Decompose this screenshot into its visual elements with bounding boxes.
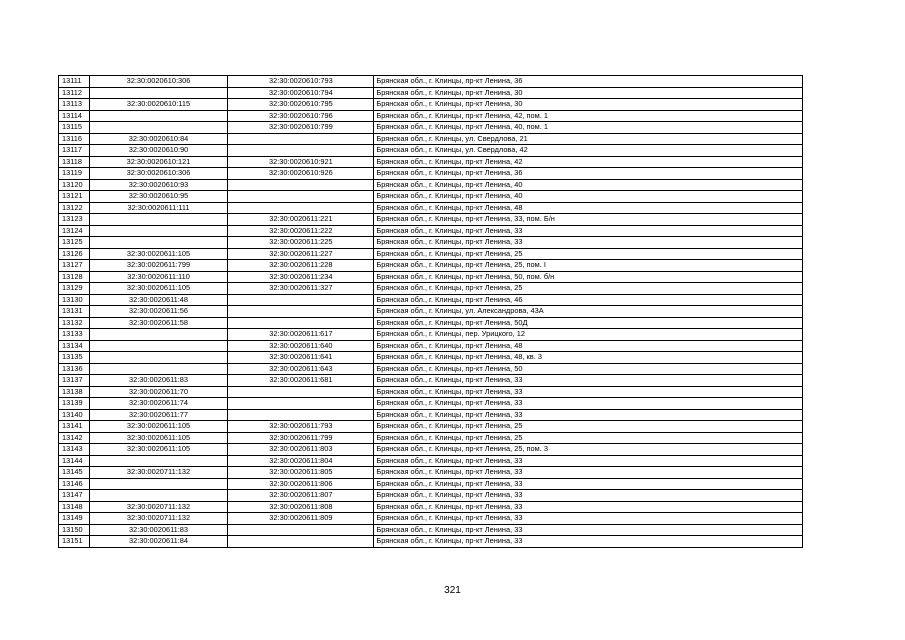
- object-cadastral-number-cell: [228, 306, 374, 318]
- object-cadastral-number-cell: 32:30:0020611:227: [228, 248, 374, 260]
- table-row: [59, 260, 803, 272]
- object-cadastral-number-cell: [228, 409, 374, 421]
- row-number-cell: 13127: [59, 260, 90, 272]
- table-row: [59, 317, 803, 329]
- table-row: [59, 490, 803, 502]
- object-cadastral-number-cell: [228, 145, 374, 157]
- table-row: [59, 110, 803, 122]
- cadastral-number-cell: 32:30:0020611:83: [89, 375, 228, 387]
- row-number-cell: 13112: [59, 87, 90, 99]
- cadastral-number-cell: [89, 363, 228, 375]
- table-row: [59, 133, 803, 145]
- table-row: [59, 271, 803, 283]
- row-number-cell: 13128: [59, 271, 90, 283]
- cadastral-number-cell: 32:30:0020711:132: [89, 467, 228, 479]
- table-row: [59, 87, 803, 99]
- row-number-cell: 13117: [59, 145, 90, 157]
- cadastral-number-cell: 32:30:0020611:105: [89, 444, 228, 456]
- cadastral-number-cell: 32:30:0020611:84: [89, 536, 228, 548]
- table-row: [59, 524, 803, 536]
- row-number-cell: 13139: [59, 398, 90, 410]
- address-cell: Брянская обл., г. Клинцы, пр-кт Ленина, 25: [374, 421, 803, 433]
- cadastral-number-cell: 32:30:0020611:105: [89, 248, 228, 260]
- row-number-cell: 13148: [59, 501, 90, 513]
- address-cell: Брянская обл., г. Клинцы, пр-кт Ленина, 33: [374, 455, 803, 467]
- row-number-cell: 13129: [59, 283, 90, 295]
- cadastral-number-cell: 32:30:0020610:306: [89, 168, 228, 180]
- address-cell: Брянская обл., г. Клинцы, пр-кт Ленина, 30: [374, 87, 803, 99]
- row-number-cell: 13124: [59, 225, 90, 237]
- row-number-cell: 13136: [59, 363, 90, 375]
- cadastral-number-cell: 32:30:0020611:56: [89, 306, 228, 318]
- row-number-cell: 13132: [59, 317, 90, 329]
- row-number-cell: 13142: [59, 432, 90, 444]
- cadastral-number-cell: 32:30:0020610:90: [89, 145, 228, 157]
- object-cadastral-number-cell: 32:30:0020611:805: [228, 467, 374, 479]
- address-cell: Брянская обл., г. Клинцы, пр-кт Ленина, 42, пом. 1: [374, 110, 803, 122]
- table-row: [59, 455, 803, 467]
- object-cadastral-number-cell: 32:30:0020611:228: [228, 260, 374, 272]
- cadastral-number-cell: 32:30:0020610:115: [89, 99, 228, 111]
- address-cell: Брянская обл., г. Клинцы, пр-кт Ленина, 33: [374, 513, 803, 525]
- table-row: [59, 386, 803, 398]
- cadastral-number-cell: 32:30:0020611:105: [89, 421, 228, 433]
- table-row: [59, 122, 803, 134]
- address-cell: Брянская обл., г. Клинцы, пр-кт Ленина, 25, пом. I: [374, 260, 803, 272]
- object-cadastral-number-cell: [228, 536, 374, 548]
- table-row: [59, 352, 803, 364]
- object-cadastral-number-cell: 32:30:0020611:793: [228, 421, 374, 433]
- object-cadastral-number-cell: [228, 386, 374, 398]
- cadastral-number-cell: [89, 478, 228, 490]
- address-cell: Брянская обл., г. Клинцы, пр-кт Ленина, 25, пом. 3: [374, 444, 803, 456]
- row-number-cell: 13138: [59, 386, 90, 398]
- row-number-cell: 13116: [59, 133, 90, 145]
- object-cadastral-number-cell: [228, 294, 374, 306]
- table-row: [59, 513, 803, 525]
- row-number-cell: 13111: [59, 76, 90, 88]
- address-cell: Брянская обл., г. Клинцы, пр-кт Ленина, 33: [374, 478, 803, 490]
- row-number-cell: 13133: [59, 329, 90, 341]
- address-cell: Брянская обл., г. Клинцы, пр-кт Ленина, 33: [374, 386, 803, 398]
- address-cell: Брянская обл., г. Клинцы, пр-кт Ленина, 33: [374, 398, 803, 410]
- cadastral-number-cell: 32:30:0020711:132: [89, 513, 228, 525]
- row-number-cell: 13115: [59, 122, 90, 134]
- table-row: [59, 191, 803, 203]
- object-cadastral-number-cell: 32:30:0020610:799: [228, 122, 374, 134]
- cadastral-number-cell: 32:30:0020611:83: [89, 524, 228, 536]
- cadastral-number-cell: 32:30:0020610:306: [89, 76, 228, 88]
- address-cell: Брянская обл., г. Клинцы, ул. Свердлова, 42: [374, 145, 803, 157]
- object-cadastral-number-cell: 32:30:0020611:808: [228, 501, 374, 513]
- object-cadastral-number-cell: 32:30:0020611:803: [228, 444, 374, 456]
- table-row: [59, 398, 803, 410]
- row-number-cell: 13144: [59, 455, 90, 467]
- address-cell: Брянская обл., г. Клинцы, пер. Урицкого, 12: [374, 329, 803, 341]
- address-cell: Брянская обл., г. Клинцы, пр-кт Ленина, 40: [374, 191, 803, 203]
- table-row: [59, 409, 803, 421]
- row-number-cell: 13113: [59, 99, 90, 111]
- row-number-cell: 13134: [59, 340, 90, 352]
- row-number-cell: 13118: [59, 156, 90, 168]
- address-cell: Брянская обл., г. Клинцы, пр-кт Ленина, 36: [374, 168, 803, 180]
- object-cadastral-number-cell: 32:30:0020610:793: [228, 76, 374, 88]
- address-cell: Брянская обл., г. Клинцы, пр-кт Ленина, 48: [374, 340, 803, 352]
- row-number-cell: 13123: [59, 214, 90, 226]
- row-number-cell: 13125: [59, 237, 90, 249]
- cadastral-number-cell: 32:30:0020610:93: [89, 179, 228, 191]
- object-cadastral-number-cell: 32:30:0020610:795: [228, 99, 374, 111]
- object-cadastral-number-cell: [228, 398, 374, 410]
- table-row: [59, 536, 803, 548]
- cadastral-number-cell: 32:30:0020611:70: [89, 386, 228, 398]
- address-cell: Брянская обл., г. Клинцы, пр-кт Ленина, 33: [374, 536, 803, 548]
- address-cell: Брянская обл., г. Клинцы, ул. Свердлова, 21: [374, 133, 803, 145]
- address-cell: Брянская обл., г. Клинцы, пр-кт Ленина, 33: [374, 524, 803, 536]
- table-row: [59, 76, 803, 88]
- object-cadastral-number-cell: 32:30:0020611:327: [228, 283, 374, 295]
- object-cadastral-number-cell: 32:30:0020611:234: [228, 271, 374, 283]
- object-cadastral-number-cell: 32:30:0020611:641: [228, 352, 374, 364]
- address-cell: Брянская обл., г. Клинцы, пр-кт Ленина, 42: [374, 156, 803, 168]
- object-cadastral-number-cell: 32:30:0020611:643: [228, 363, 374, 375]
- row-number-cell: 13122: [59, 202, 90, 214]
- table-row: [59, 432, 803, 444]
- row-number-cell: 13140: [59, 409, 90, 421]
- address-cell: Брянская обл., г. Клинцы, пр-кт Ленина, 33: [374, 467, 803, 479]
- cadastral-number-cell: 32:30:0020611:58: [89, 317, 228, 329]
- row-number-cell: 13130: [59, 294, 90, 306]
- object-cadastral-number-cell: [228, 133, 374, 145]
- address-cell: Брянская обл., г. Клинцы, пр-кт Ленина, 36: [374, 76, 803, 88]
- table-row: [59, 467, 803, 479]
- object-cadastral-number-cell: [228, 202, 374, 214]
- table-row: [59, 99, 803, 111]
- cadastral-number-cell: [89, 122, 228, 134]
- cadastral-number-cell: 32:30:0020610:84: [89, 133, 228, 145]
- cadastral-number-cell: 32:30:0020611:77: [89, 409, 228, 421]
- cadastral-number-cell: 32:30:0020611:48: [89, 294, 228, 306]
- address-cell: Брянская обл., г. Клинцы, пр-кт Ленина, 40, пом. 1: [374, 122, 803, 134]
- table-row: [59, 444, 803, 456]
- row-number-cell: 13151: [59, 536, 90, 548]
- cadastral-number-cell: 32:30:0020611:110: [89, 271, 228, 283]
- table-row: [59, 237, 803, 249]
- address-cell: Брянская обл., г. Клинцы, пр-кт Ленина, 40: [374, 179, 803, 191]
- row-number-cell: 13146: [59, 478, 90, 490]
- object-cadastral-number-cell: 32:30:0020611:804: [228, 455, 374, 467]
- object-cadastral-number-cell: [228, 317, 374, 329]
- address-cell: Брянская обл., г. Клинцы, пр-кт Ленина, 50, пом. б/н: [374, 271, 803, 283]
- table-row: [59, 202, 803, 214]
- cadastral-number-cell: 32:30:0020610:95: [89, 191, 228, 203]
- table-row: [59, 225, 803, 237]
- object-cadastral-number-cell: 32:30:0020610:926: [228, 168, 374, 180]
- cadastral-number-cell: 32:30:0020610:121: [89, 156, 228, 168]
- address-cell: Брянская обл., г. Клинцы, пр-кт Ленина, 33: [374, 490, 803, 502]
- cadastral-number-cell: 32:30:0020711:132: [89, 501, 228, 513]
- row-number-cell: 13131: [59, 306, 90, 318]
- object-cadastral-number-cell: 32:30:0020611:806: [228, 478, 374, 490]
- object-cadastral-number-cell: 32:30:0020611:222: [228, 225, 374, 237]
- object-cadastral-number-cell: 32:30:0020611:799: [228, 432, 374, 444]
- cadastral-number-cell: [89, 87, 228, 99]
- address-cell: Брянская обл., г. Клинцы, пр-кт Ленина, 50Д: [374, 317, 803, 329]
- row-number-cell: 13119: [59, 168, 90, 180]
- table-row: [59, 168, 803, 180]
- table-row: [59, 478, 803, 490]
- row-number-cell: 13141: [59, 421, 90, 433]
- cadastral-number-cell: [89, 455, 228, 467]
- cadastral-number-cell: [89, 490, 228, 502]
- row-number-cell: 13150: [59, 524, 90, 536]
- object-cadastral-number-cell: 32:30:0020611:221: [228, 214, 374, 226]
- page-number: 321: [444, 585, 461, 596]
- object-cadastral-number-cell: 32:30:0020610:794: [228, 87, 374, 99]
- table-row: [59, 283, 803, 295]
- address-cell: Брянская обл., г. Клинцы, пр-кт Ленина, 25: [374, 432, 803, 444]
- address-cell: Брянская обл., г. Клинцы, пр-кт Ленина, 48: [374, 202, 803, 214]
- address-cell: Брянская обл., г. Клинцы, пр-кт Ленина, 25: [374, 248, 803, 260]
- table-row: [59, 214, 803, 226]
- row-number-cell: 13126: [59, 248, 90, 260]
- table-row: [59, 421, 803, 433]
- address-cell: Брянская обл., г. Клинцы, пр-кт Ленина, 30: [374, 99, 803, 111]
- row-number-cell: 13149: [59, 513, 90, 525]
- address-cell: Брянская обл., г. Клинцы, пр-кт Ленина, 25: [374, 283, 803, 295]
- table-row: [59, 179, 803, 191]
- table-body: [59, 76, 803, 548]
- row-number-cell: 13147: [59, 490, 90, 502]
- row-number-cell: 13120: [59, 179, 90, 191]
- cadastral-number-cell: [89, 237, 228, 249]
- table-row: [59, 329, 803, 341]
- object-cadastral-number-cell: 32:30:0020611:225: [228, 237, 374, 249]
- address-cell: Брянская обл., г. Клинцы, пр-кт Ленина, 46: [374, 294, 803, 306]
- address-cell: Брянская обл., г. Клинцы, пр-кт Ленина, 33: [374, 501, 803, 513]
- address-cell: Брянская обл., г. Клинцы, пр-кт Ленина, 33: [374, 409, 803, 421]
- object-cadastral-number-cell: 32:30:0020610:796: [228, 110, 374, 122]
- table-row: [59, 294, 803, 306]
- object-cadastral-number-cell: [228, 524, 374, 536]
- cadastral-number-cell: [89, 214, 228, 226]
- row-number-cell: 13135: [59, 352, 90, 364]
- row-number-cell: 13145: [59, 467, 90, 479]
- cadastral-number-cell: 32:30:0020611:74: [89, 398, 228, 410]
- address-cell: Брянская обл., г. Клинцы, пр-кт Ленина, 33, пом. Б/н: [374, 214, 803, 226]
- object-cadastral-number-cell: [228, 191, 374, 203]
- table-row: [59, 340, 803, 352]
- cadastral-number-cell: [89, 340, 228, 352]
- object-cadastral-number-cell: 32:30:0020611:681: [228, 375, 374, 387]
- address-cell: Брянская обл., г. Клинцы, пр-кт Ленина, 33: [374, 225, 803, 237]
- object-cadastral-number-cell: 32:30:0020611:809: [228, 513, 374, 525]
- table-row: [59, 248, 803, 260]
- cadastral-number-cell: 32:30:0020611:105: [89, 283, 228, 295]
- table-row: [59, 501, 803, 513]
- address-cell: Брянская обл., г. Клинцы, ул. Александрова, 43А: [374, 306, 803, 318]
- row-number-cell: 13114: [59, 110, 90, 122]
- object-cadastral-number-cell: 32:30:0020610:921: [228, 156, 374, 168]
- table-row: [59, 156, 803, 168]
- address-cell: Брянская обл., г. Клинцы, пр-кт Ленина, 33: [374, 375, 803, 387]
- object-cadastral-number-cell: 32:30:0020611:807: [228, 490, 374, 502]
- cadastral-number-cell: [89, 110, 228, 122]
- cadastral-number-cell: 32:30:0020611:799: [89, 260, 228, 272]
- row-number-cell: 13137: [59, 375, 90, 387]
- cadastral-number-cell: [89, 352, 228, 364]
- object-cadastral-number-cell: 32:30:0020611:640: [228, 340, 374, 352]
- cadastral-number-cell: [89, 225, 228, 237]
- table-row: [59, 145, 803, 157]
- cadastral-number-cell: [89, 329, 228, 341]
- row-number-cell: 13121: [59, 191, 90, 203]
- address-cell: Брянская обл., г. Клинцы, пр-кт Ленина, 50: [374, 363, 803, 375]
- cadastral-number-cell: 32:30:0020611:111: [89, 202, 228, 214]
- object-cadastral-number-cell: [228, 179, 374, 191]
- row-number-cell: 13143: [59, 444, 90, 456]
- address-cell: Брянская обл., г. Клинцы, пр-кт Ленина, 33: [374, 237, 803, 249]
- cadastral-registry-table: [58, 75, 803, 548]
- cadastral-number-cell: 32:30:0020611:105: [89, 432, 228, 444]
- address-cell: Брянская обл., г. Клинцы, пр-кт Ленина, 48, кв. 3: [374, 352, 803, 364]
- object-cadastral-number-cell: 32:30:0020611:617: [228, 329, 374, 341]
- table-row: [59, 363, 803, 375]
- table-row: [59, 306, 803, 318]
- table-row: [59, 375, 803, 387]
